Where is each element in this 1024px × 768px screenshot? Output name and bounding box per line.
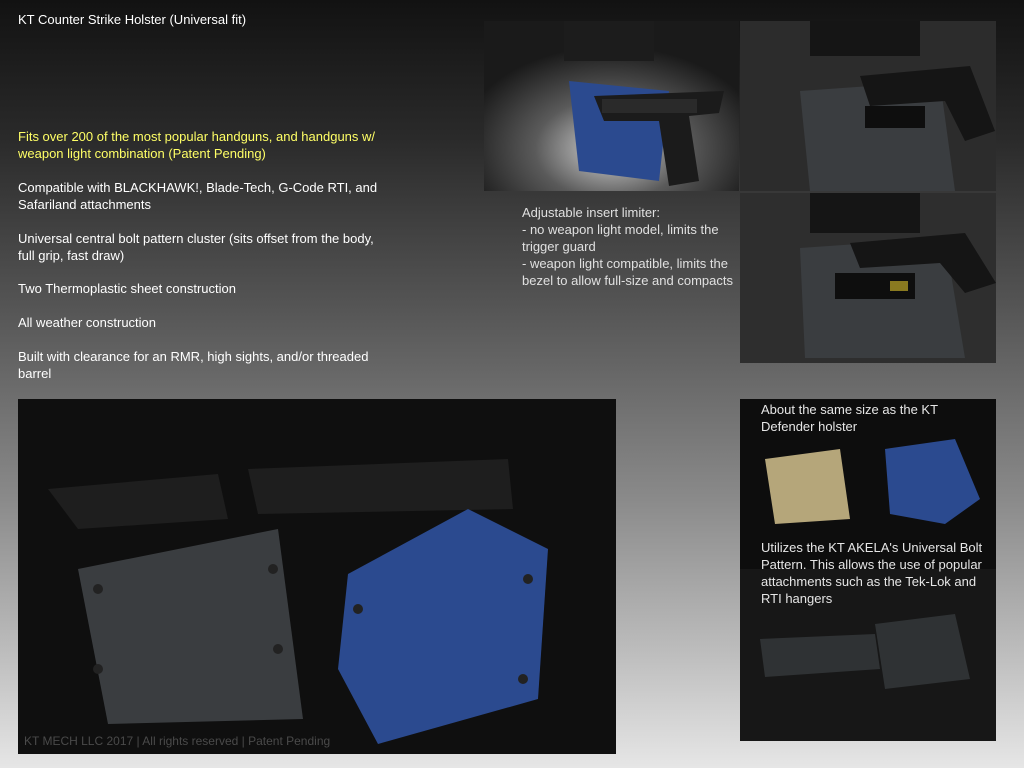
photo-pistol-light-holster <box>740 193 996 363</box>
feature-attachments: Compatible with BLACKHAWK!, Blade-Tech, G-Code RTI, and Safariland attachments <box>18 180 378 212</box>
limiter-caption <box>522 204 742 289</box>
limiter-heading: Adjustable insert limiter: <box>522 205 660 220</box>
photo-pistol-blue-holster <box>484 21 739 191</box>
feature-thermoplastic: Two Thermoplastic sheet construction <box>18 281 236 296</box>
side-caption-size: About the same size as the KT Defender holster <box>761 402 938 434</box>
limiter-line-2: - weapon light compatible, limits the bezel to allow full-size and compacts <box>522 256 733 288</box>
limiter-line-1: - no weapon light model, limits the trigger guard <box>522 222 719 254</box>
feature-bolt-pattern: Universal central bolt pattern cluster (sits offset from the body, full grip, fast draw) <box>18 231 374 263</box>
intro-text: Fits over 200 of the most popular handguns, and handguns w/ weapon light combination (Patent Pending) <box>18 129 376 161</box>
page-title: KT Counter Strike Holster (Universal fit) <box>18 12 247 27</box>
feature-clearance: Built with clearance for an RMR, high sights, and/or threaded barrel <box>18 349 369 381</box>
side-caption-bolt-pattern: Utilizes the KT AKELA's Universal Bolt Pattern. This allows the use of popular attachments such as the Tek-Lok and RTI hangers <box>761 540 983 606</box>
photo-pistol-light-top <box>740 21 996 191</box>
photo-two-holsters <box>18 399 616 754</box>
feature-all-weather: All weather construction <box>18 315 157 330</box>
copyright-footer: KT MECH LLC 2017 | All rights reserved | Patent Pending <box>24 734 331 748</box>
